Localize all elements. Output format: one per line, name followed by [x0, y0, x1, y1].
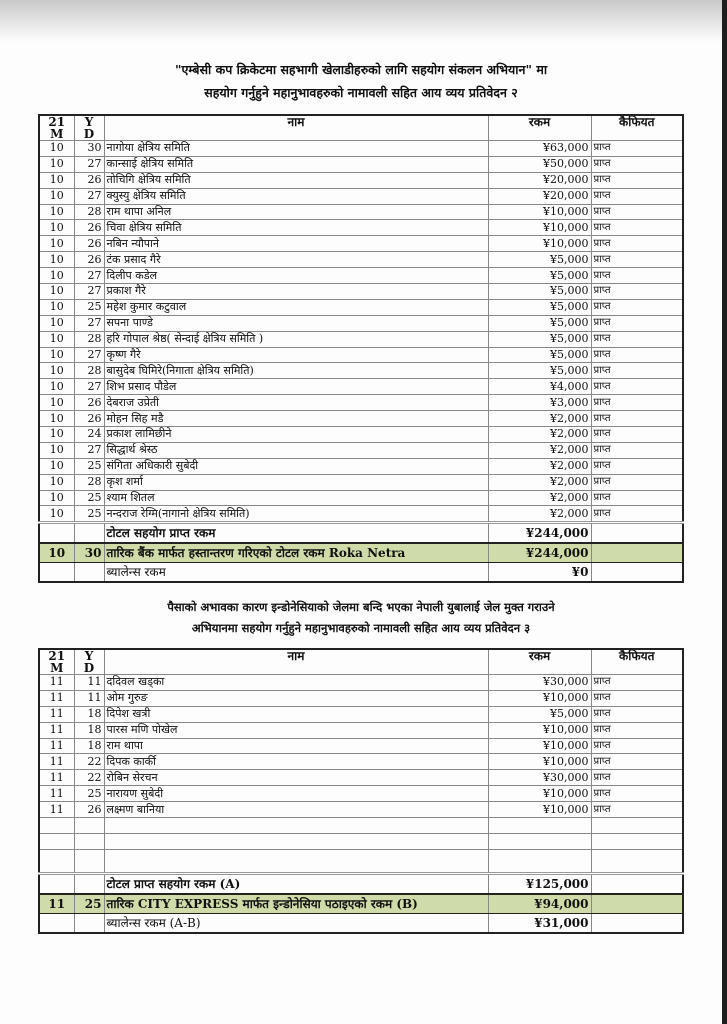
month-cell: 10: [39, 284, 74, 300]
empty-row: [39, 833, 683, 849]
amount-cell: ¥10,000: [488, 204, 591, 220]
empty-row: [39, 818, 683, 834]
month-cell: 10: [39, 299, 74, 315]
name-cell: हरि गोपाल श्रेष्ठ( सेन्दाई क्षेत्रिय समिति ): [104, 331, 488, 347]
day-cell: 25: [74, 458, 104, 474]
month-cell: 10: [39, 506, 74, 523]
amount-cell: ¥5,000: [488, 299, 591, 315]
table-row: [39, 706, 683, 722]
table-row: [39, 802, 683, 818]
remark-cell: प्राप्त: [591, 427, 683, 443]
remark-cell: प्राप्त: [591, 490, 683, 506]
day-cell: 27: [74, 284, 104, 300]
name-cell: राम थापा अनिल: [104, 204, 488, 220]
day-cell: 26: [74, 802, 104, 818]
day-cell: 26: [74, 220, 104, 236]
day-cell: 26: [74, 411, 104, 427]
name-cell: नन्दराज रेग्मि(नागानो क्षेत्रिय समिति): [104, 506, 488, 523]
amount-cell: ¥5,000: [488, 284, 591, 300]
report2-transfer-row: 11 25 तारिक CITY EXPRESS मार्फत इन्डोनेसिया पठाइएको रकम (B) ¥94,000: [39, 894, 683, 914]
remark-cell: प्राप्त: [591, 474, 683, 490]
amount-cell: ¥2,000: [488, 411, 591, 427]
amount-cell: ¥5,000: [488, 252, 591, 268]
month-cell: 11: [39, 786, 74, 802]
amount-cell: ¥5,000: [488, 706, 591, 722]
day-cell: 27: [74, 268, 104, 284]
name-cell: प्रकाश लामिछीने: [104, 427, 488, 443]
remark-cell: प्राप्त: [591, 204, 683, 220]
remark-cell: प्राप्त: [591, 690, 683, 706]
table-row: [39, 363, 683, 379]
col-month-header: 21 M: [39, 115, 74, 141]
day-cell: 18: [74, 738, 104, 754]
day-cell: 27: [74, 315, 104, 331]
amount-cell: ¥30,000: [488, 675, 591, 691]
remark-cell: प्राप्त: [591, 411, 683, 427]
name-cell: टंक प्रसाद गैरे: [104, 252, 488, 268]
name-cell: ओम गुरुङ: [104, 690, 488, 706]
table-row: [39, 506, 683, 523]
month-cell: 11: [39, 754, 74, 770]
table-row: [39, 442, 683, 458]
month-cell: 10: [39, 474, 74, 490]
name-cell: दिपेश खत्री: [104, 706, 488, 722]
month-cell: 10: [39, 347, 74, 363]
remark-cell: प्राप्त: [591, 786, 683, 802]
amount-cell: ¥10,000: [488, 802, 591, 818]
day-cell: 26: [74, 236, 104, 252]
report2-header-row: [39, 649, 683, 675]
month-cell: 11: [39, 802, 74, 818]
amount-cell: ¥50,000: [488, 156, 591, 172]
col-remarks-header: कैफियत: [591, 649, 683, 675]
month-cell: 11: [39, 722, 74, 738]
table-row: [39, 220, 683, 236]
name-cell: लक्ष्मण बानिया: [104, 802, 488, 818]
report1-balance-row: [39, 563, 683, 583]
table-row: [39, 188, 683, 204]
day-cell: 26: [74, 172, 104, 188]
month-cell: 10: [39, 236, 74, 252]
report2-total-row: [39, 873, 683, 894]
amount-cell: ¥2,000: [488, 442, 591, 458]
amount-cell: ¥5,000: [488, 331, 591, 347]
total-amount: ¥244,000: [488, 523, 591, 544]
amount-cell: ¥20,000: [488, 188, 591, 204]
balance-label: ब्यालेन्स रकम (A-B): [104, 913, 488, 933]
table-row: [39, 156, 683, 172]
total-amount: ¥125,000: [488, 873, 591, 894]
table-row: [39, 690, 683, 706]
month-cell: 10: [39, 379, 74, 395]
name-cell: दिलीप कडेल: [104, 268, 488, 284]
name-cell: नारायण सुबेदी: [104, 786, 488, 802]
day-cell: 25: [74, 786, 104, 802]
screen-edge: [722, 0, 727, 1024]
month-cell: 11: [39, 706, 74, 722]
month-cell: 10: [39, 458, 74, 474]
remark-cell: प्राप्त: [591, 675, 683, 691]
day-cell: 25: [74, 506, 104, 523]
amount-cell: ¥10,000: [488, 786, 591, 802]
amount-cell: ¥2,000: [488, 490, 591, 506]
month-cell: 10: [39, 490, 74, 506]
month-cell: 10: [39, 395, 74, 411]
amount-cell: ¥63,000: [488, 141, 591, 157]
day-cell: 30: [74, 141, 104, 157]
table-row: [39, 395, 683, 411]
amount-cell: ¥3,000: [488, 395, 591, 411]
name-cell: रोबिन सेरचन: [104, 770, 488, 786]
day-cell: 11: [74, 675, 104, 691]
table-row: [39, 458, 683, 474]
name-cell: शिभ प्रसाद पौडेल: [104, 379, 488, 395]
name-cell: कृश शर्मा: [104, 474, 488, 490]
remark-cell: प्राप्त: [591, 770, 683, 786]
month-cell: 10: [39, 427, 74, 443]
name-cell: क्युस्यु क्षेत्रिय समिति: [104, 188, 488, 204]
remark-cell: प्राप्त: [591, 754, 683, 770]
col-amount-header: रकम: [488, 649, 591, 675]
day-cell: 28: [74, 204, 104, 220]
remark-cell: प्राप्त: [591, 188, 683, 204]
day-cell: 26: [74, 395, 104, 411]
report1-transfer-row: 10 30 तारिक बैंक मार्फत हस्तान्तरण गरिएको टोटल रकम Roka Netra ¥244,000: [39, 543, 683, 563]
day-cell: 18: [74, 706, 104, 722]
transfer-label: तारिक CITY EXPRESS मार्फत इन्डोनेसिया पठाइएको रकम (B): [104, 894, 488, 914]
table-row: [39, 236, 683, 252]
report2-title-line2: अभियानमा सहयोग गर्नुहुने महानुभावहरुको नामावली सहित आय व्यय प्रतिवेदन ३: [191, 621, 531, 635]
amount-cell: ¥4,000: [488, 379, 591, 395]
report2-rows: [39, 675, 683, 818]
remark-cell: प्राप्त: [591, 299, 683, 315]
month-cell: 10: [39, 156, 74, 172]
day-cell: 28: [74, 363, 104, 379]
day-cell: 22: [74, 754, 104, 770]
top-shadow: [0, 0, 727, 42]
table-row: [39, 299, 683, 315]
amount-cell: ¥2,000: [488, 474, 591, 490]
day-cell: 25: [74, 490, 104, 506]
remark-cell: प्राप्त: [591, 220, 683, 236]
remark-cell: प्राप्त: [591, 442, 683, 458]
day-cell: 26: [74, 252, 104, 268]
month-cell: 10: [39, 220, 74, 236]
remark-cell: प्राप्त: [591, 706, 683, 722]
remark-cell: प्राप्त: [591, 802, 683, 818]
remark-cell: प्राप्त: [591, 268, 683, 284]
amount-cell: ¥2,000: [488, 427, 591, 443]
table-row: [39, 141, 683, 157]
month-cell: 11: [39, 675, 74, 691]
empty-row: [39, 849, 683, 873]
remark-cell: प्राप्त: [591, 331, 683, 347]
amount-cell: ¥10,000: [488, 754, 591, 770]
remark-cell: प्राप्त: [591, 236, 683, 252]
month-cell: 11: [39, 738, 74, 754]
month-cell: 10: [39, 188, 74, 204]
name-cell: देबराज उप्रेती: [104, 395, 488, 411]
name-cell: कृष्ण गैरे: [104, 347, 488, 363]
report1-title-line2: सहयोग गर्नुहुने महानुभावहरुको नामावली सहित आय व्यय प्रतिवेदन २: [204, 85, 518, 100]
report1-rows: [39, 141, 683, 523]
name-cell: संगिता अधिकारी सुबेदी: [104, 458, 488, 474]
report1-table: [38, 114, 684, 583]
table-row: [39, 268, 683, 284]
remark-cell: प्राप्त: [591, 315, 683, 331]
month-cell: 11: [39, 770, 74, 786]
report2-balance-row: [39, 913, 683, 933]
amount-cell: ¥10,000: [488, 738, 591, 754]
remark-cell: प्राप्त: [591, 379, 683, 395]
report1-heading: [0, 58, 722, 104]
remark-cell: प्राप्त: [591, 141, 683, 157]
name-cell: पारस मणि पोखेल: [104, 722, 488, 738]
amount-cell: ¥20,000: [488, 172, 591, 188]
remark-cell: प्राप्त: [591, 363, 683, 379]
amount-cell: ¥5,000: [488, 363, 591, 379]
day-cell: 18: [74, 722, 104, 738]
name-cell: ददिवल खड्का: [104, 675, 488, 691]
report1-header-row: [39, 115, 683, 141]
day-cell: 27: [74, 379, 104, 395]
remark-cell: प्राप्त: [591, 156, 683, 172]
amount-cell: ¥30,000: [488, 770, 591, 786]
remark-cell: प्राप्त: [591, 458, 683, 474]
table-row: [39, 786, 683, 802]
report2-title-line1: पैसाको अभावका कारण इन्डोनेसियाको जेलमा बन्दि भएका नेपाली युबालाई जेल मुक्त गराउने: [167, 600, 555, 614]
report1-total-row: [39, 523, 683, 544]
day-cell: 28: [74, 331, 104, 347]
day-cell: 27: [74, 156, 104, 172]
month-cell: 10: [39, 252, 74, 268]
col-amount-header: रकम: [488, 115, 591, 141]
table-row: [39, 490, 683, 506]
name-cell: श्याम शितल: [104, 490, 488, 506]
table-row: [39, 722, 683, 738]
day-cell: 27: [74, 188, 104, 204]
col-remarks-header: कैफियत: [591, 115, 683, 141]
name-cell: कान्साई क्षेत्रिय समिति: [104, 156, 488, 172]
col-name-header: नाम: [104, 115, 488, 141]
table-row: [39, 427, 683, 443]
remark-cell: प्राप्त: [591, 347, 683, 363]
name-cell: राम थापा: [104, 738, 488, 754]
table-row: [39, 379, 683, 395]
table-row: [39, 315, 683, 331]
col-day-header: Y D: [74, 115, 104, 141]
table-row: [39, 474, 683, 490]
month-cell: 10: [39, 268, 74, 284]
name-cell: प्रकाश गैरे: [104, 284, 488, 300]
name-cell: चिवा क्षेत्रिय समिति: [104, 220, 488, 236]
col-month-header: 21 M: [39, 649, 74, 675]
month-cell: 10: [39, 442, 74, 458]
amount-cell: ¥10,000: [488, 236, 591, 252]
remark-cell: प्राप्त: [591, 172, 683, 188]
table-row: [39, 204, 683, 220]
amount-cell: ¥2,000: [488, 458, 591, 474]
total-label: टोटल प्राप्त सहयोग रकम (A): [104, 873, 488, 894]
name-cell: महेश कुमार कटुवाल: [104, 299, 488, 315]
name-cell: दिपक कार्की: [104, 754, 488, 770]
day-cell: 25: [74, 299, 104, 315]
amount-cell: ¥10,000: [488, 220, 591, 236]
day-cell: 11: [74, 690, 104, 706]
name-cell: मोहन सिह मडै: [104, 411, 488, 427]
remark-cell: प्राप्त: [591, 252, 683, 268]
month-cell: 10: [39, 172, 74, 188]
day-cell: 27: [74, 442, 104, 458]
name-cell: नबिन न्यौपाने: [104, 236, 488, 252]
report2-heading: [0, 597, 722, 639]
amount-cell: ¥10,000: [488, 690, 591, 706]
transfer-amount: ¥244,000: [488, 543, 591, 563]
remark-cell: प्राप्त: [591, 395, 683, 411]
day-cell: 27: [74, 347, 104, 363]
remark-cell: प्राप्त: [591, 738, 683, 754]
month-cell: 10: [39, 315, 74, 331]
balance-amount: ¥0: [488, 563, 591, 583]
month-cell: 10: [39, 331, 74, 347]
month-cell: 10: [39, 204, 74, 220]
col-name-header: नाम: [104, 649, 488, 675]
balance-amount: ¥31,000: [488, 913, 591, 933]
amount-cell: ¥10,000: [488, 722, 591, 738]
month-cell: 11: [39, 690, 74, 706]
day-cell: 28: [74, 474, 104, 490]
amount-cell: ¥5,000: [488, 347, 591, 363]
table-row: [39, 347, 683, 363]
table-row: [39, 172, 683, 188]
table-row: [39, 284, 683, 300]
day-cell: 22: [74, 770, 104, 786]
report2-table: [38, 648, 684, 934]
month-cell: 10: [39, 363, 74, 379]
name-cell: सपना पाण्डे: [104, 315, 488, 331]
transfer-label: तारिक बैंक मार्फत हस्तान्तरण गरिएको टोटल रकम Roka Netra: [104, 543, 488, 563]
name-cell: नागोया क्षेत्रिय समिति: [104, 141, 488, 157]
report1-title-line1: "एम्बेसी कप क्रिकेटमा सहभागी खेलाडीहरुको लागि सहयोग संकलन अभियान" मा: [174, 62, 548, 77]
remark-cell: प्राप्त: [591, 722, 683, 738]
table-row: [39, 675, 683, 691]
name-cell: सिद्धार्थ श्रेस्ठ: [104, 442, 488, 458]
table-row: [39, 738, 683, 754]
table-row: [39, 252, 683, 268]
amount-cell: ¥5,000: [488, 268, 591, 284]
month-cell: 10: [39, 411, 74, 427]
table-row: [39, 411, 683, 427]
amount-cell: ¥2,000: [488, 506, 591, 523]
col-day-header: Y D: [74, 649, 104, 675]
name-cell: तोचिगि क्षेत्रिय समिति: [104, 172, 488, 188]
month-cell: 10: [39, 141, 74, 157]
day-cell: 24: [74, 427, 104, 443]
transfer-amount: ¥94,000: [488, 894, 591, 914]
amount-cell: ¥5,000: [488, 315, 591, 331]
balance-label: ब्यालेन्स रकम: [104, 563, 488, 583]
remark-cell: प्राप्त: [591, 284, 683, 300]
total-label: टोटल सहयोग प्राप्त रकम: [104, 523, 488, 544]
table-row: [39, 331, 683, 347]
name-cell: बासुदेब घिमिरे(निगाता क्षेत्रिय समिति): [104, 363, 488, 379]
table-row: [39, 770, 683, 786]
remark-cell: प्राप्त: [591, 506, 683, 523]
table-row: [39, 754, 683, 770]
